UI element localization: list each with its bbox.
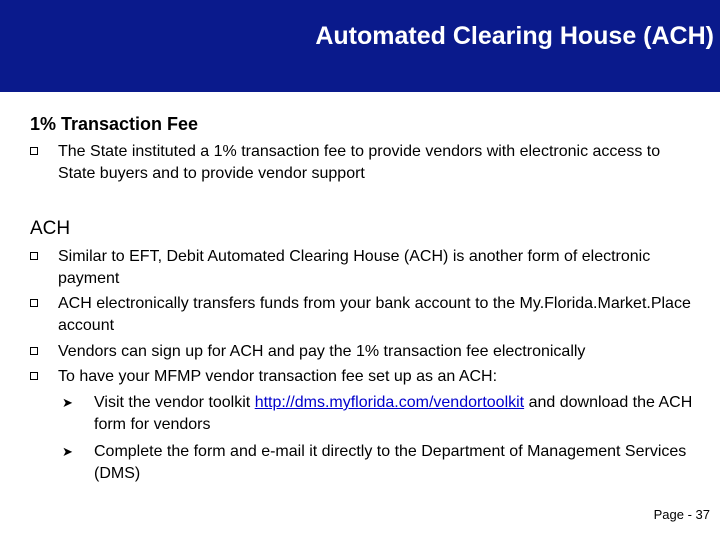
square-bullet-icon <box>30 299 38 307</box>
square-bullet-icon <box>30 147 38 155</box>
bullet-text: Similar to EFT, Debit Automated Clearing House (ACH) is another form of electronic payment <box>58 248 651 287</box>
bullet-text: Vendors can sign up for ACH and pay the 1% transaction fee electronically <box>58 343 586 360</box>
square-bullet-icon <box>30 252 38 260</box>
sub-bullet-text-after: and download the ACH form for vendors <box>94 394 693 433</box>
square-bullet-icon <box>30 347 38 355</box>
arrow-bullet-icon: ➤ <box>62 444 73 459</box>
vendor-toolkit-link[interactable]: http://dms.myflorida.com/vendortoolkit <box>254 394 525 411</box>
bullet-text: To have your MFMP vendor transaction fee set up as an ACH: <box>58 368 498 385</box>
sub-bullet-text: Complete the form and e-mail it directly to the Department of Management Services (DMS) <box>94 443 687 482</box>
square-bullet-icon <box>30 372 38 380</box>
bullet-text: The State instituted a 1% transaction fee to provide vendors with electronic access to State buyers and to provide vendor support <box>58 143 661 182</box>
section-heading-ach: ACH <box>30 218 71 239</box>
sub-bullet-text <box>94 392 704 436</box>
section-heading-transaction-fee: 1% Transaction Fee <box>30 114 199 134</box>
bullet-text: ACH electronically transfers funds from your bank account to the My.Florida.Market.Place account <box>58 295 691 334</box>
page-number: Page - 37 <box>653 507 710 522</box>
page-title: Automated Clearing House (ACH) <box>315 22 714 50</box>
sub-bullet-text-before: Visit the vendor toolkit <box>94 394 255 411</box>
title-banner <box>0 0 720 92</box>
arrow-bullet-icon: ➤ <box>62 395 73 410</box>
